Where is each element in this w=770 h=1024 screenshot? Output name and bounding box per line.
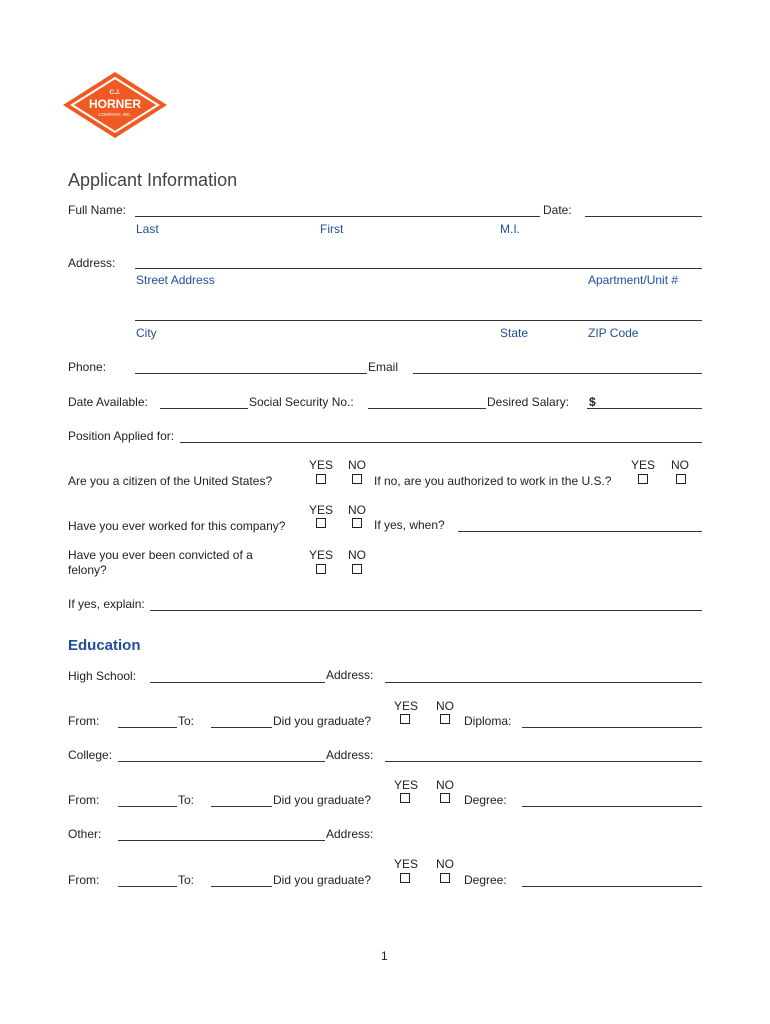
address-label: Address:: [68, 256, 116, 270]
page-number: 1: [381, 949, 388, 963]
citizen-yes-label: YES: [309, 458, 334, 472]
position-label: Position Applied for:: [68, 429, 175, 443]
college-no-label: NO: [436, 778, 454, 792]
other-yes-label: YES: [394, 857, 419, 871]
other-from-field[interactable]: [118, 886, 177, 887]
apartment-caption: Apartment/Unit #: [588, 273, 679, 287]
authorized-yes-checkbox[interactable]: [638, 474, 648, 484]
diploma-field[interactable]: [522, 727, 702, 728]
date-field[interactable]: [585, 216, 702, 217]
other-label: Other:: [68, 827, 102, 841]
worked-no-label: NO: [348, 503, 366, 517]
high-school-address-field[interactable]: [385, 682, 702, 683]
when-field[interactable]: [458, 531, 702, 532]
date-available-field[interactable]: [160, 408, 248, 409]
worked-yes-checkbox[interactable]: [316, 518, 326, 528]
college-yes-checkbox[interactable]: [400, 793, 410, 803]
section-heading-applicant: Applicant Information: [68, 170, 238, 190]
authorized-no-checkbox[interactable]: [676, 474, 686, 484]
high-school-field[interactable]: [150, 682, 325, 683]
college-no-checkbox[interactable]: [440, 793, 450, 803]
city-caption: City: [136, 326, 157, 340]
other-no-checkbox[interactable]: [440, 873, 450, 883]
hs-yes-label: YES: [394, 699, 419, 713]
diploma-label: Diploma:: [464, 714, 512, 728]
citizen-yes-checkbox[interactable]: [316, 474, 326, 484]
hs-no-checkbox[interactable]: [440, 714, 450, 724]
hs-no-label: NO: [436, 699, 454, 713]
citizen-question: Are you a citizen of the United States?: [68, 474, 273, 488]
phone-field[interactable]: [135, 373, 367, 374]
hs-yes-checkbox[interactable]: [400, 714, 410, 724]
position-field[interactable]: [180, 442, 702, 443]
email-field[interactable]: [413, 373, 702, 374]
full-name-field[interactable]: [135, 216, 540, 217]
other-degree-field[interactable]: [522, 886, 702, 887]
middle-initial-caption: M.I.: [500, 222, 520, 236]
other-to-label: To:: [178, 873, 195, 887]
logo-line1: C.J.: [109, 90, 121, 96]
worked-no-checkbox[interactable]: [352, 518, 362, 528]
college-degree-label: Degree:: [464, 793, 507, 807]
street-address-field[interactable]: [135, 268, 702, 269]
ssn-label: Social Security No.:: [249, 395, 354, 409]
felony-no-checkbox[interactable]: [352, 564, 362, 574]
full-name-label: Full Name:: [68, 203, 127, 217]
other-address-label: Address:: [326, 827, 374, 841]
other-no-label: NO: [436, 857, 454, 871]
worked-question: Have you ever worked for this company?: [68, 519, 286, 533]
city-state-zip-field[interactable]: [135, 320, 702, 321]
phone-label: Phone:: [68, 360, 107, 374]
when-label: If yes, when?: [374, 518, 445, 532]
college-field[interactable]: [118, 761, 325, 762]
hs-to-label: To:: [178, 714, 195, 728]
desired-salary-field[interactable]: [587, 408, 702, 409]
explain-field[interactable]: [150, 610, 702, 611]
college-degree-field[interactable]: [522, 806, 702, 807]
explain-label: If yes, explain:: [68, 597, 145, 611]
date-label: Date:: [543, 203, 572, 217]
hs-from-label: From:: [68, 714, 100, 728]
authorized-question: If no, are you authorized to work in the U.S.?: [374, 474, 612, 488]
college-address-field[interactable]: [385, 761, 702, 762]
other-to-field[interactable]: [211, 886, 272, 887]
logo-line3: COMPANY, INC.: [98, 112, 132, 117]
college-label: College:: [68, 748, 113, 762]
college-to-field[interactable]: [211, 806, 272, 807]
high-school-address-label: Address:: [326, 668, 374, 682]
section-heading-education: Education: [68, 637, 141, 654]
zip-caption: ZIP Code: [588, 326, 639, 340]
felony-yes-checkbox[interactable]: [316, 564, 326, 574]
college-to-label: To:: [178, 793, 195, 807]
hs-from-field[interactable]: [118, 727, 177, 728]
college-from-field[interactable]: [118, 806, 177, 807]
last-name-caption: Last: [136, 222, 159, 236]
street-address-caption: Street Address: [136, 273, 215, 287]
logo-line2: HORNER: [88, 97, 142, 111]
citizen-no-checkbox[interactable]: [352, 474, 362, 484]
hs-to-field[interactable]: [211, 727, 272, 728]
other-degree-label: Degree:: [464, 873, 507, 887]
other-from-label: From:: [68, 873, 100, 887]
college-yes-label: YES: [394, 778, 419, 792]
authorized-no-label: NO: [671, 458, 689, 472]
worked-yes-label: YES: [309, 503, 334, 517]
first-name-caption: First: [320, 222, 344, 236]
authorized-yes-label: YES: [631, 458, 656, 472]
felony-no-label: NO: [348, 548, 366, 562]
felony-question-line2: felony?: [68, 563, 107, 577]
citizen-no-label: NO: [348, 458, 366, 472]
hs-graduate-label: Did you graduate?: [273, 714, 372, 728]
date-available-label: Date Available:: [68, 395, 148, 409]
other-field[interactable]: [118, 840, 325, 841]
salary-currency: $: [589, 395, 596, 409]
other-graduate-label: Did you graduate?: [273, 873, 372, 887]
ssn-field[interactable]: [368, 408, 486, 409]
college-graduate-label: Did you graduate?: [273, 793, 372, 807]
email-label: Email: [368, 360, 399, 374]
company-logo: [60, 70, 170, 140]
felony-yes-label: YES: [309, 548, 334, 562]
state-caption: State: [500, 326, 529, 340]
high-school-label: High School:: [68, 669, 137, 683]
felony-question-line1: Have you ever been convicted of a: [68, 548, 253, 562]
college-from-label: From:: [68, 793, 100, 807]
desired-salary-label: Desired Salary:: [487, 395, 570, 409]
college-address-label: Address:: [326, 748, 374, 762]
other-yes-checkbox[interactable]: [400, 873, 410, 883]
